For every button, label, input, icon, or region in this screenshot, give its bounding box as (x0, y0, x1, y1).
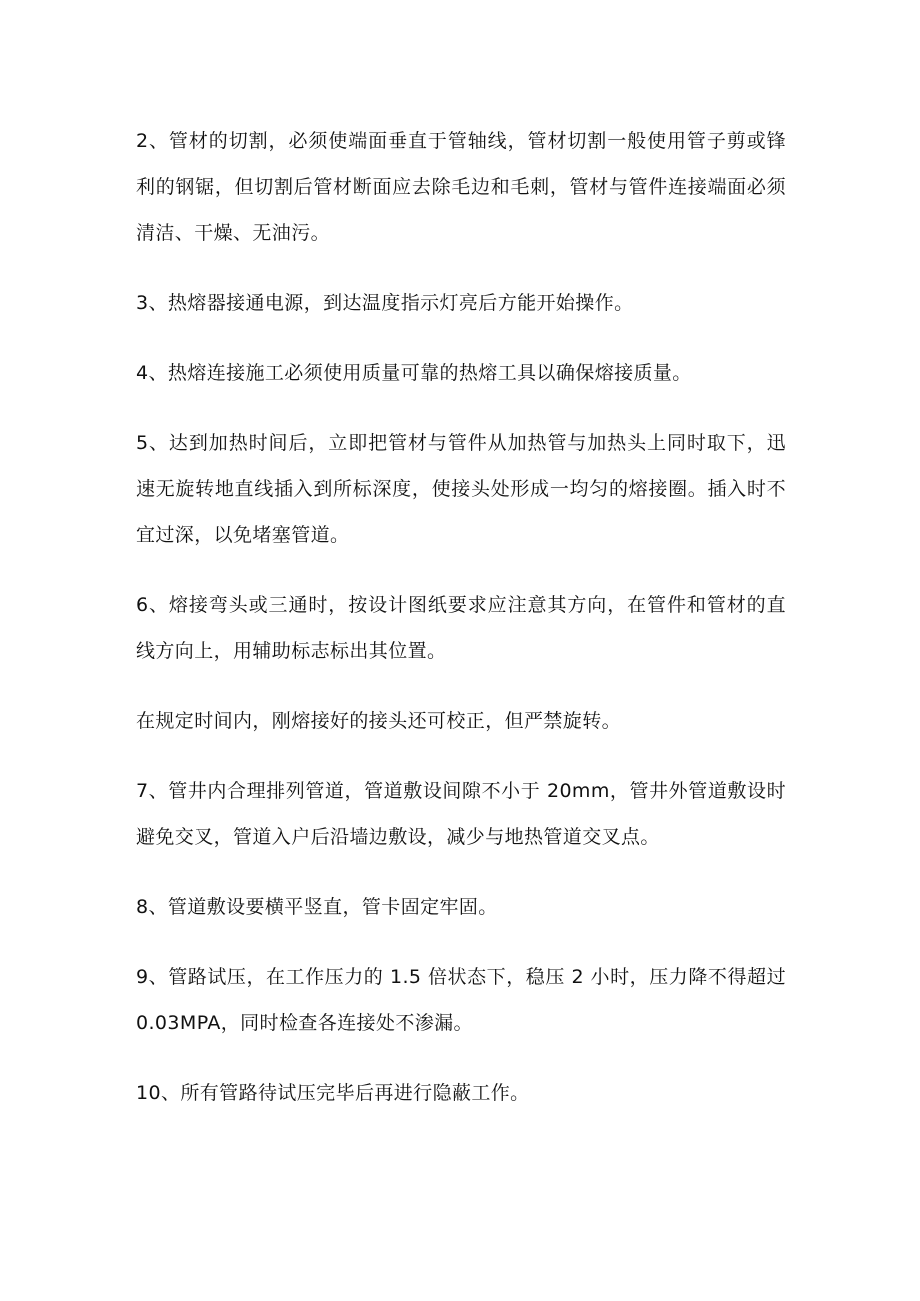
paragraph-step-3: 3、热熔器接通电源，到达温度指示灯亮后方能开始操作。 (136, 292, 634, 314)
paragraph-step-10: 10、所有管路待试压完毕后再进行隐蔽工作。 (136, 1082, 530, 1104)
paragraph-step-5: 5、达到加热时间后，立即把管材与管件从加热管与加热头上同时取下，迅速无旋转地直线插入到所标深度，使接头处形成一均匀的熔接圈。插入时不宜过深，以免堵塞管道。 (136, 432, 786, 546)
paragraph-step-4: 4、热熔连接施工必须使用质量可靠的热熔工具以确保熔接质量。 (136, 362, 692, 384)
paragraph-step-9: 9、管路试压，在工作压力的 1.5 倍状态下，稳压 2 小时，压力降不得超过 0.03MPA，同时检查各连接处不渗漏。 (136, 966, 786, 1034)
paragraph-step-2: 2、管材的切割，必须使端面垂直于管轴线，管材切割一般使用管子剪或锋利的钢锯，但切割后管材断面应去除毛边和毛刺，管材与管件连接端面必须清洁、干燥、无油污。 (136, 130, 786, 244)
paragraph-step-6: 6、熔接弯头或三通时，按设计图纸要求应注意其方向，在管件和管材的直线方向上，用辅助标志标出其位置。 (136, 594, 786, 662)
paragraph-step-8: 8、管道敷设要横平竖直，管卡固定牢固。 (136, 896, 498, 918)
document-body (136, 118, 786, 1140)
paragraph-note: 在规定时间内，刚熔接好的接头还可校正，但严禁旋转。 (136, 710, 622, 732)
paragraph-step-7: 7、管井内合理排列管道，管道敷设间隙不小于 20mm，管井外管道敷设时避免交叉，管道入户后沿墙边敷设，减少与地热管道交叉点。 (136, 780, 786, 848)
